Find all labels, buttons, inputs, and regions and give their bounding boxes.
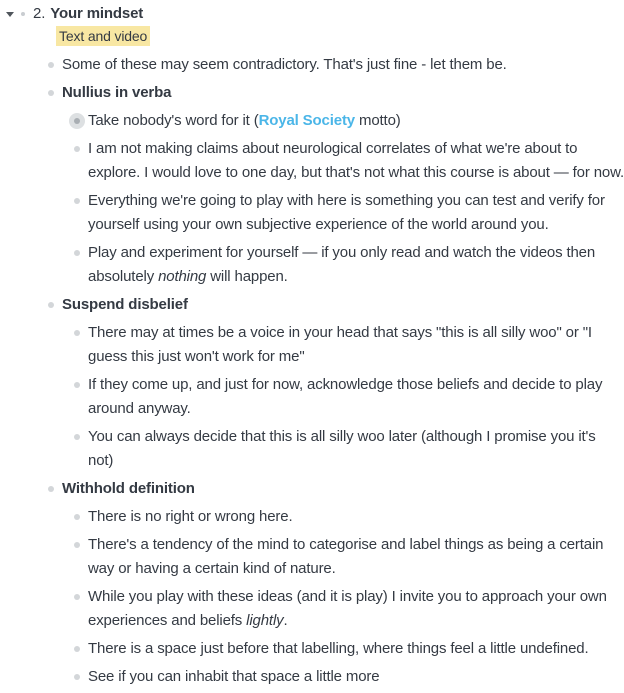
item-title[interactable]: Your mindset bbox=[50, 5, 144, 22]
bullet-icon[interactable] bbox=[68, 533, 86, 548]
item-number: 2. bbox=[33, 5, 46, 22]
royal-society-link[interactable]: Royal Society bbox=[258, 112, 355, 129]
bullet-icon[interactable] bbox=[68, 637, 86, 652]
bullet-icon[interactable] bbox=[68, 321, 86, 336]
outline-item-tendency bbox=[0, 533, 624, 581]
bullet-icon[interactable] bbox=[68, 373, 86, 388]
text-segment: There is no right or wrong here. bbox=[88, 508, 293, 525]
text-segment: There may at times be a voice in your head that says "this is all silly woo" or "I guess this just won't work for me" bbox=[88, 324, 592, 365]
text-segment: There is a space just before that labelling, where things feel a little undefined. bbox=[88, 640, 589, 657]
bullet-icon[interactable] bbox=[42, 81, 60, 96]
item-text[interactable] bbox=[88, 321, 624, 369]
bullet-dot-glyph bbox=[74, 250, 80, 256]
outline-item-motto bbox=[0, 109, 624, 133]
bullet-dot-glyph bbox=[48, 302, 54, 308]
root-bullet-icon[interactable] bbox=[18, 2, 28, 26]
text-segment: Nullius in verba bbox=[62, 84, 172, 101]
item-text[interactable] bbox=[88, 109, 401, 133]
text-segment: Everything we're going to play with here is something you can test and verify for yourself using your own subjective experience of the world around you. bbox=[88, 192, 605, 233]
bullet-dot-glyph bbox=[74, 118, 80, 124]
item-text[interactable] bbox=[62, 293, 188, 317]
text-segment: You can always decide that this is all silly woo later (although I promise you it's not) bbox=[88, 428, 596, 469]
item-text[interactable] bbox=[88, 637, 589, 661]
bullet-icon[interactable] bbox=[42, 293, 60, 308]
outline-item-no-right bbox=[0, 505, 624, 529]
item-text[interactable] bbox=[88, 533, 624, 581]
text-segment: I am not making claims about neurological correlates of what we're about to explore. I would love to one day, but that's not what this course is about — for now. bbox=[88, 140, 624, 181]
bullet-dot-glyph bbox=[74, 434, 80, 440]
triangle-down-glyph bbox=[6, 12, 14, 17]
item-text[interactable] bbox=[88, 425, 624, 473]
outline-item-claims bbox=[0, 137, 624, 185]
outline-item-play bbox=[0, 241, 624, 289]
outline-item-voice bbox=[0, 321, 624, 369]
bullet-dot-glyph bbox=[74, 514, 80, 520]
text-segment: motto) bbox=[354, 112, 401, 129]
bullet-dot-glyph bbox=[74, 382, 80, 388]
bullet-icon[interactable] bbox=[68, 137, 86, 152]
item-text[interactable] bbox=[88, 241, 624, 289]
collapsed-bullet-icon[interactable] bbox=[68, 109, 86, 129]
bullet-dot-glyph bbox=[74, 330, 80, 336]
text-segment: Suspend disbelief bbox=[62, 296, 188, 313]
text-segment: Some of these may seem contradictory. That's just fine - let them be. bbox=[62, 56, 507, 73]
bullet-dot-glyph bbox=[74, 594, 80, 600]
item-text[interactable] bbox=[88, 505, 292, 529]
outline-item-inhabit bbox=[0, 665, 624, 689]
text-segment: There's a tendency of the mind to categorise and label things as being a certain way or having a certain kind of nature. bbox=[88, 536, 604, 577]
outline-item-verify bbox=[0, 189, 624, 237]
outline-item-space bbox=[0, 637, 624, 661]
bullet-icon[interactable] bbox=[68, 585, 86, 600]
text-segment: Play and experiment for yourself — if you only read and watch the videos then absolutely bbox=[88, 244, 596, 285]
text-segment: If they come up, and just for now, acknowledge those beliefs and decide to play around anyway. bbox=[88, 376, 603, 417]
item-note-row bbox=[0, 26, 624, 47]
collapse-triangle-icon[interactable] bbox=[4, 2, 16, 26]
bullet-icon[interactable] bbox=[68, 665, 86, 680]
bullet-dot-glyph bbox=[48, 486, 54, 492]
bullet-icon[interactable] bbox=[42, 53, 60, 68]
bullet-dot-glyph bbox=[74, 646, 80, 652]
item-text[interactable] bbox=[88, 585, 624, 633]
outline-item-lightly bbox=[0, 585, 624, 633]
item-note-highlighted[interactable]: Text and video bbox=[56, 26, 150, 46]
item-text[interactable] bbox=[88, 189, 624, 237]
bullet-dot-glyph bbox=[48, 62, 54, 68]
item-text[interactable] bbox=[88, 137, 624, 185]
item-text[interactable] bbox=[88, 373, 624, 421]
collapsed-ring-glyph bbox=[69, 113, 85, 129]
item-text[interactable] bbox=[62, 477, 195, 501]
bullet-dot-glyph bbox=[74, 674, 80, 680]
text-segment: While you play with these ideas (and it is play) I invite you to approach your own experiences and beliefs bbox=[88, 588, 607, 629]
item-text[interactable] bbox=[88, 665, 379, 689]
outline-root-item bbox=[0, 2, 624, 47]
bullet-dot-glyph bbox=[74, 198, 80, 204]
bullet-dot-glyph bbox=[48, 90, 54, 96]
bullet-icon[interactable] bbox=[42, 477, 60, 492]
text-segment: . bbox=[283, 612, 288, 629]
outline-item-withhold-heading bbox=[0, 477, 624, 501]
text-segment: will happen. bbox=[206, 268, 288, 285]
outline-item-nullius-heading bbox=[0, 81, 624, 105]
bullet-icon[interactable] bbox=[68, 425, 86, 440]
outline-item-later bbox=[0, 425, 624, 473]
bullet-icon[interactable] bbox=[68, 189, 86, 204]
bullet-dot-glyph bbox=[21, 12, 25, 16]
italic-text-segment: nothing bbox=[158, 268, 207, 285]
item-text[interactable] bbox=[62, 53, 507, 77]
italic-text-segment: lightly bbox=[246, 612, 284, 629]
bullet-icon[interactable] bbox=[68, 505, 86, 520]
bullet-dot-glyph bbox=[74, 542, 80, 548]
text-segment: See if you can inhabit that space a little more bbox=[88, 668, 380, 685]
outline-item-suspend-heading bbox=[0, 293, 624, 317]
bullet-icon[interactable] bbox=[68, 241, 86, 256]
text-segment: Take nobody's word for it ( bbox=[88, 112, 259, 129]
outline-item-acknowledge bbox=[0, 373, 624, 421]
item-text[interactable] bbox=[62, 81, 171, 105]
bullet-dot-glyph bbox=[74, 146, 80, 152]
outline-item-intro bbox=[0, 53, 624, 77]
text-segment: Withhold definition bbox=[62, 480, 195, 497]
root-item-row bbox=[0, 2, 624, 26]
